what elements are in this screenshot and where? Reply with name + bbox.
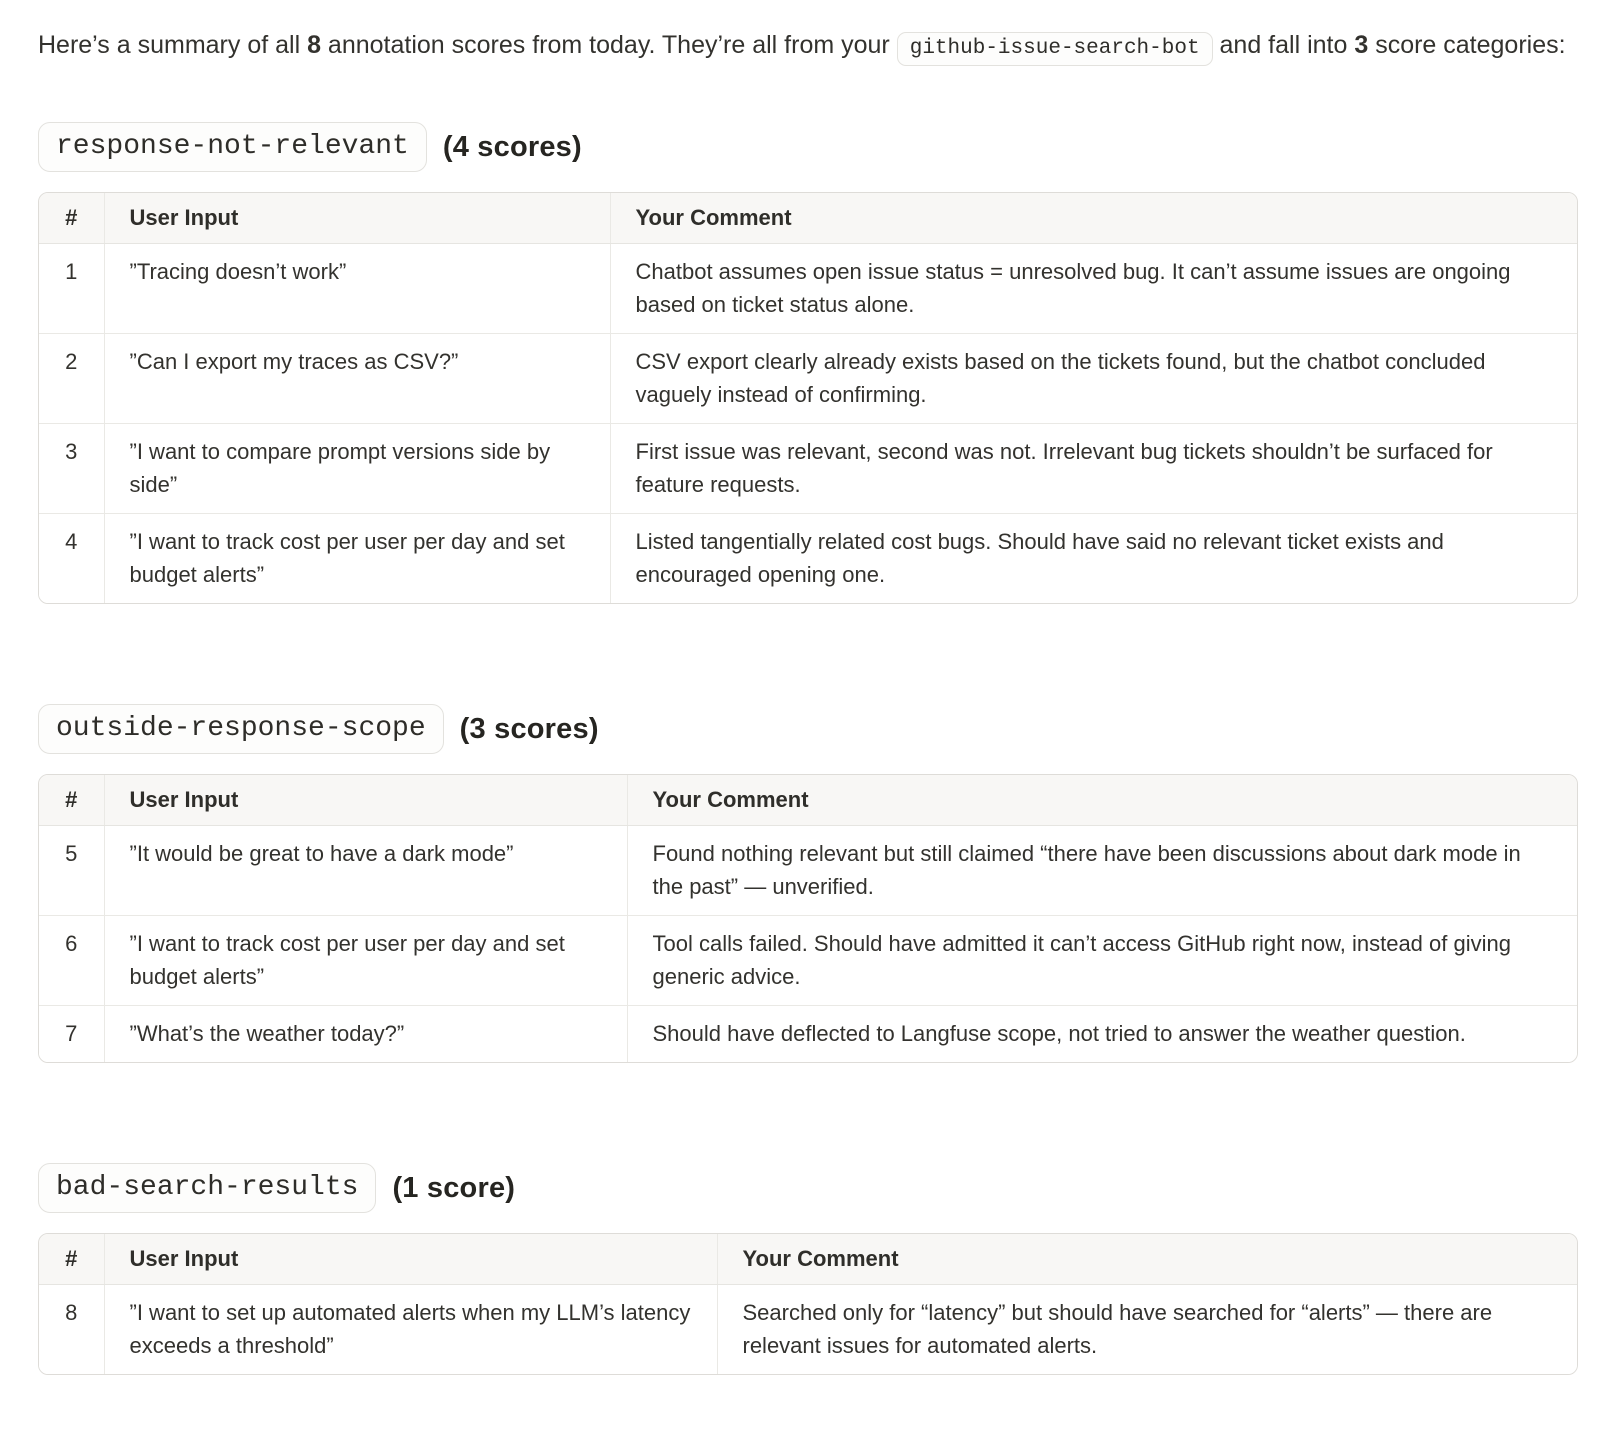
intro-text: score categories: [1368,31,1566,59]
comment-cell: Should have deflected to Langfuse scope, not tried to answer the weather question. [627,1006,1577,1063]
table-row [39,514,1577,604]
section-heading [38,122,1578,172]
column-header-num: # [39,193,104,244]
comment-cell: Listed tangentially related cost bugs. Should have said no relevant ticket exists and encouraged opening one. [610,514,1577,604]
table-row [39,1285,1577,1375]
user-input-cell: ”It would be great to have a dark mode” [104,826,627,916]
intro-text: annotation scores from today. They’re all from your [320,31,897,59]
table-row [39,1006,1577,1063]
section-heading [38,704,1578,754]
score-name-badge: bad-search-results [38,1163,376,1213]
scores-table [38,774,1578,1063]
section-outside-response-scope [38,704,1578,1063]
row-number: 3 [39,424,104,514]
column-header-num: # [39,775,104,826]
user-input-cell: ”What’s the weather today?” [104,1006,627,1063]
table-header-row [39,193,1577,244]
column-header-user-input: User Input [104,775,627,826]
table-header-row [39,775,1577,826]
table-row [39,916,1577,1006]
user-input-cell: ”I want to track cost per user per day and set budget alerts” [104,514,610,604]
column-header-user-input: User Input [104,1234,717,1285]
table-row [39,424,1577,514]
table-row [39,334,1577,424]
bot-name-code-chip: github-issue-search-bot [897,32,1213,66]
total-scores-count: 8 [307,31,321,59]
row-number: 4 [39,514,104,604]
comment-cell: First issue was relevant, second was not. Irrelevant bug tickets shouldn’t be surfaced for feature requests. [610,424,1577,514]
comment-cell: CSV export clearly already exists based on the tickets found, but the chatbot concluded vaguely instead of confirming. [610,334,1577,424]
row-number: 1 [39,244,104,334]
row-number: 2 [39,334,104,424]
section-response-not-relevant [38,122,1578,604]
column-header-comment: Your Comment [717,1234,1577,1285]
category-count: 3 [1354,31,1369,59]
table-row [39,244,1577,334]
score-count-label: (3 scores) [459,712,599,745]
user-input-cell: ”Tracing doesn’t work” [104,244,610,334]
section-bad-search-results [38,1163,1578,1375]
intro-text: Here’s a summary of all [38,31,308,59]
table-row [39,826,1577,916]
column-header-num: # [39,1234,104,1285]
scores-table [38,1233,1578,1375]
score-name-badge: response-not-relevant [38,122,427,172]
comment-cell: Found nothing relevant but still claimed “there have been discussions about dark mode in the past” — unverified. [627,826,1577,916]
intro-text: and fall into [1212,31,1355,59]
user-input-cell: ”Can I export my traces as CSV?” [104,334,610,424]
user-input-cell: ”I want to track cost per user per day and set budget alerts” [104,916,627,1006]
row-number: 6 [39,916,104,1006]
column-header-comment: Your Comment [610,193,1577,244]
row-number: 8 [39,1285,104,1375]
row-number: 5 [39,826,104,916]
column-header-user-input: User Input [104,193,610,244]
comment-cell: Tool calls failed. Should have admitted it can’t access GitHub right now, instead of giving generic advice. [627,916,1577,1006]
score-count-label: (4 scores) [442,130,582,163]
scores-table [38,192,1578,604]
score-count-label: (1 score) [392,1171,516,1204]
row-number: 7 [39,1006,104,1063]
section-heading [38,1163,1578,1213]
summary-paragraph [38,22,1578,72]
column-header-comment: Your Comment [627,775,1577,826]
table-header-row [39,1234,1577,1285]
user-input-cell: ”I want to compare prompt versions side by side” [104,424,610,514]
score-name-badge: outside-response-scope [38,704,444,754]
comment-cell: Searched only for “latency” but should have searched for “alerts” — there are relevant issues for automated alerts. [717,1285,1577,1375]
user-input-cell: ”I want to set up automated alerts when my LLM’s latency exceeds a threshold” [104,1285,717,1375]
comment-cell: Chatbot assumes open issue status = unresolved bug. It can’t assume issues are ongoing based on ticket status alone. [610,244,1577,334]
